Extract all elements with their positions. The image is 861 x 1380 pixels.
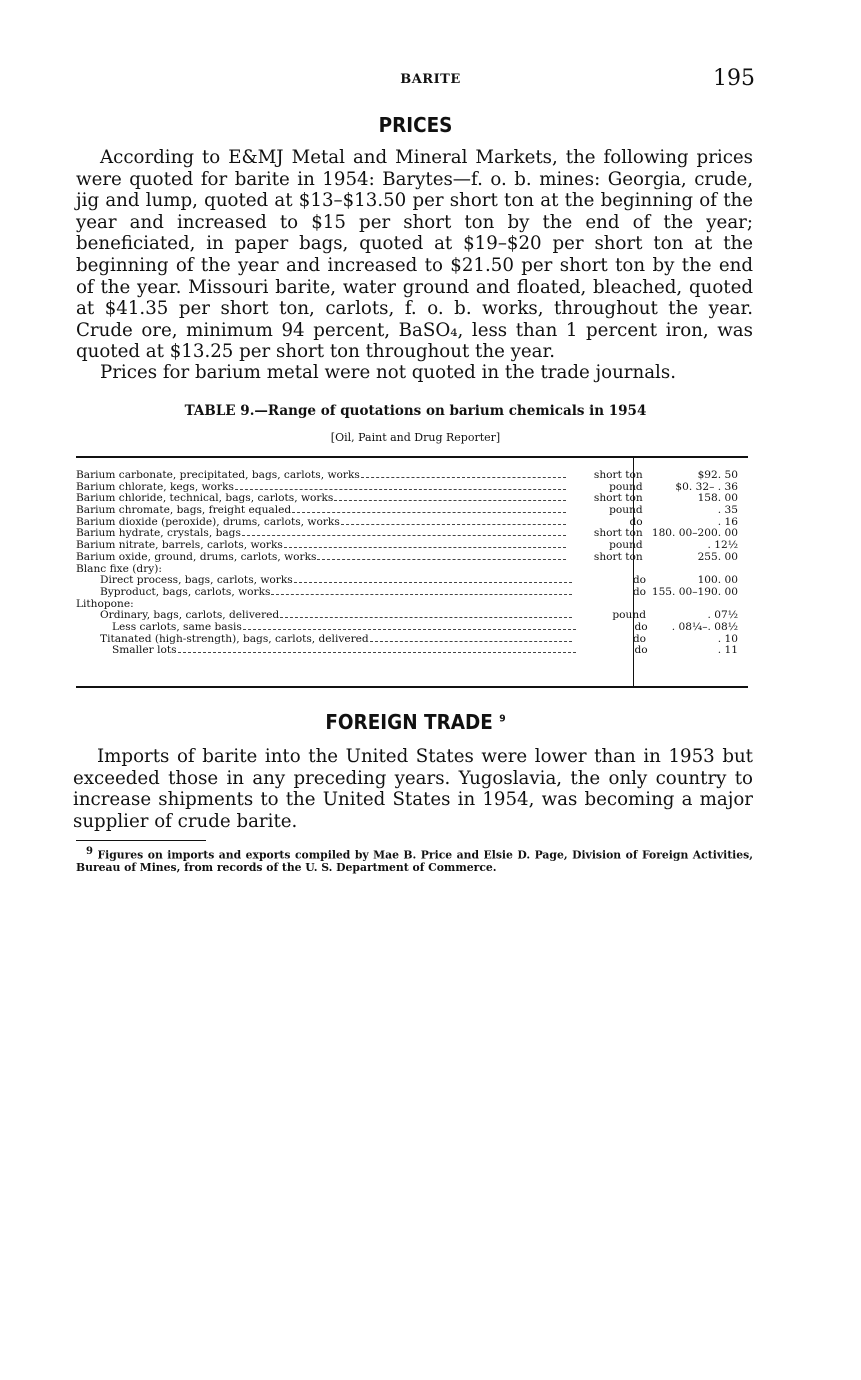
table-row	[76, 517, 748, 529]
row-price: 180. 00–200. 00	[651, 527, 738, 540]
row-unit: short ton	[593, 527, 643, 540]
footnote-reference-mark: 9	[499, 713, 506, 725]
row-label: Lithopone:	[76, 598, 134, 610]
row-price: . 11	[717, 644, 738, 657]
table-row	[76, 645, 748, 657]
foreign-trade-paragraph: Imports of barite into the United States were lower than in 1953 but exceeded those in any preceding years. Yugoslavia, the only country to increase shipments to the United States in 1954, was becoming a major supplier of crude barite.	[73, 746, 753, 832]
row-label: Ordinary, bags, carlots, delivered	[100, 610, 280, 622]
prices-paragraph-1: According to E&MJ Metal and Mineral Markets, the following prices were quoted for barite in 1954: Barytes—f. o. b. mines: Georgia, crude, jig and lump, quoted at $13–$13.50 per short ton at the beginning of the year and increased to $15 per short ton by the end of the year; beneficiated, in paper bags, quoted at $19–$20 per short ton at the beginning of the year and increased to $21.50 per short ton by the end of the year. Missouri barite, water ground and floated, bleached, quoted at $41.35 per short ton, carlots, f. o. b. works, throughout the year. Crude ore, minimum 94 percent, BaSO₄, less than 1 percent iron, was quoted at $13.25 per short ton throughout the year.	[76, 147, 753, 363]
dot-leader	[284, 547, 567, 548]
dot-leader	[280, 617, 572, 618]
table-row	[76, 493, 748, 505]
row-label: Barium dioxide (peroxide), drums, carlots, works	[76, 516, 340, 528]
row-label: Titanated (high-strength), bags, carlots, delivered	[100, 633, 369, 645]
prices-paragraph-2: Prices for barium metal were not quoted in the trade journals.	[100, 362, 676, 383]
table-row	[76, 505, 748, 517]
table-row	[76, 622, 748, 634]
foreign-trade-heading-text: FOREIGN TRADE	[325, 710, 493, 734]
row-label: Barium hydrate, crystals, bags	[76, 528, 241, 540]
page-number: 195	[713, 66, 755, 91]
row-unit: short ton	[593, 469, 643, 481]
row-price: 158. 00	[697, 492, 738, 505]
dot-leader	[341, 524, 567, 525]
table-row	[76, 482, 748, 494]
running-title: BARITE	[400, 72, 461, 87]
row-price: . 16	[717, 515, 738, 528]
row-price: 155. 00–190. 00	[651, 585, 738, 598]
table-title: TABLE 9.—Range of quotations on barium chemicals in 1954	[184, 403, 647, 419]
footnote-text: Figures on imports and exports compiled by Mae B. Price and Elsie D. Page, Division of Foreign Activities, Bureau of Mines, from records of the U. S. Department of Commerce.	[76, 848, 753, 875]
row-unit: do	[629, 515, 643, 528]
row-price: . 10	[717, 632, 738, 645]
table-row-group-heading	[76, 599, 748, 611]
row-price: . 08¼–. 08½	[671, 620, 738, 633]
row-unit: do	[632, 632, 646, 645]
row-unit: pound	[609, 539, 643, 552]
table-row	[76, 575, 748, 587]
section-heading-foreign-trade	[33, 710, 798, 734]
footnote	[76, 846, 753, 875]
table-row	[76, 540, 748, 552]
row-label: Barium chromate, bags, freight equaled	[76, 505, 292, 517]
dot-leader	[243, 629, 576, 630]
dot-leader	[334, 500, 566, 501]
table-source: [Oil, Paint and Drug Reporter]	[330, 431, 501, 444]
dot-leader	[178, 652, 576, 653]
row-price: $0. 32– . 36	[675, 480, 738, 493]
row-label: Barium nitrate, barrels, carlots, works	[76, 540, 283, 552]
dot-leader	[294, 582, 573, 583]
dot-leader	[235, 489, 566, 490]
section-heading-prices: PRICES	[378, 113, 453, 137]
table-bottom-rule	[76, 686, 748, 688]
row-unit: do	[634, 620, 648, 633]
row-label: Barium chlorate, kegs, works	[76, 481, 234, 493]
row-label: Barium chloride, technical, bags, carlots, works	[76, 493, 334, 505]
row-price: . 12½	[707, 539, 738, 552]
dot-leader	[361, 477, 567, 478]
row-unit: pound	[609, 504, 643, 517]
row-label: Less carlots, same basis	[112, 621, 242, 633]
table-row	[76, 528, 748, 540]
dot-leader	[292, 512, 566, 513]
row-price: $92. 50	[697, 469, 738, 481]
dot-leader	[242, 535, 567, 536]
row-price: 100. 00	[697, 574, 738, 587]
quotations-table	[76, 470, 748, 657]
row-price: . 07½	[707, 609, 738, 622]
dot-leader	[317, 559, 566, 560]
row-label: Byproduct, bags, carlots, works	[100, 586, 271, 598]
row-label: Barium carbonate, precipitated, bags, carlots, works	[76, 470, 360, 481]
footnote-rule	[76, 840, 206, 841]
row-price: . 35	[717, 504, 738, 517]
table-row	[76, 470, 748, 482]
row-unit: short ton	[593, 492, 643, 505]
dot-leader	[271, 594, 572, 595]
table-row-group-heading	[76, 564, 748, 576]
row-unit: pound	[612, 609, 646, 622]
row-label: Smaller lots	[112, 645, 177, 657]
row-label: Direct process, bags, carlots, works	[100, 575, 293, 587]
row-unit: do	[634, 644, 648, 657]
footnote-mark: 9	[86, 846, 93, 857]
row-unit: do	[632, 574, 646, 587]
row-label: Blanc fixe (dry):	[76, 563, 162, 575]
row-unit: short ton	[593, 550, 643, 563]
dot-leader	[370, 641, 573, 642]
row-price: 255. 00	[697, 550, 738, 563]
table-row	[76, 552, 748, 564]
row-unit: do	[632, 585, 646, 598]
row-unit: pound	[609, 480, 643, 493]
table-top-rule	[76, 456, 748, 458]
row-label: Barium oxide, ground, drums, carlots, works	[76, 551, 317, 563]
table-row	[76, 587, 748, 599]
